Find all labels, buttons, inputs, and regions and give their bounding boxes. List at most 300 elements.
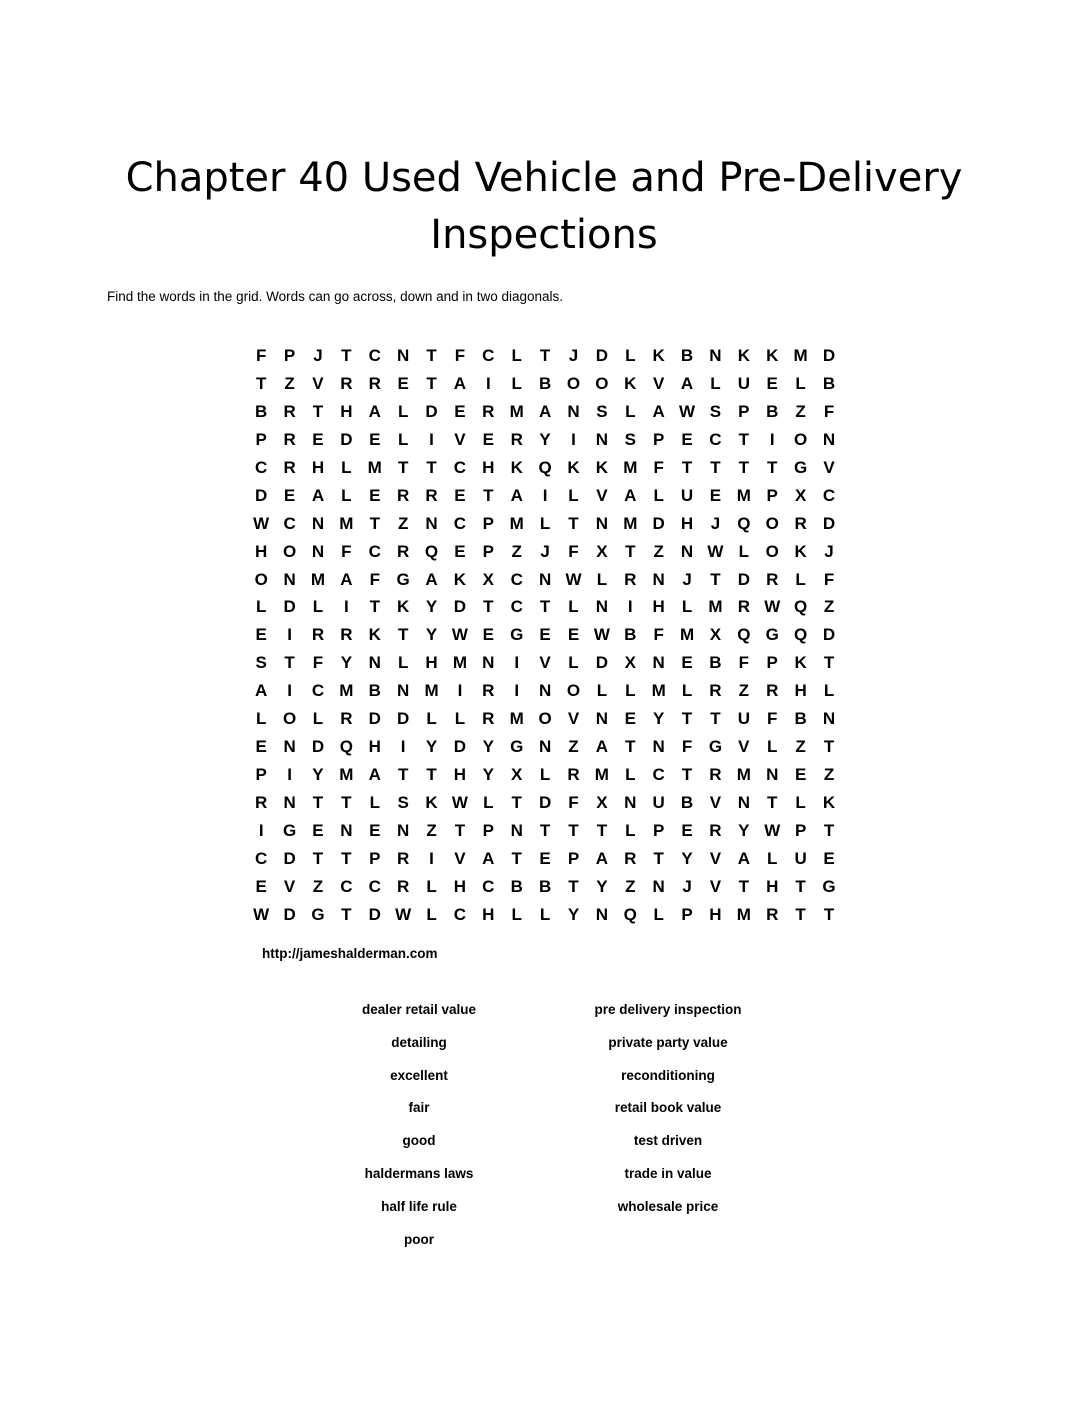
grid-letter: R: [482, 681, 495, 701]
grid-letter: H: [340, 401, 353, 421]
grid-letter: V: [567, 709, 580, 729]
grid-letter: Q: [538, 457, 552, 477]
grid-letter: N: [482, 653, 495, 673]
grid-letter: H: [425, 653, 438, 673]
grid-letter: L: [312, 709, 324, 729]
grid-letter: T: [681, 457, 693, 477]
grid-letter: P: [681, 904, 693, 924]
grid-letter: N: [595, 429, 609, 449]
grid-letter: R: [794, 513, 807, 533]
grid-letter: F: [823, 401, 835, 421]
grid-letter: F: [823, 569, 835, 589]
grid-letter: E: [681, 429, 693, 449]
grid-letter: D: [652, 513, 665, 533]
grid-letter: B: [709, 653, 722, 673]
grid-letter: D: [822, 346, 836, 365]
grid-letter: N: [737, 793, 750, 812]
grid-letter: Z: [795, 737, 806, 757]
grid-letter: D: [737, 569, 750, 589]
grid-letter: K: [368, 625, 381, 645]
grid-letter: V: [454, 429, 466, 449]
grid-letter: L: [795, 793, 806, 812]
grid-letter: L: [738, 541, 750, 561]
grid-letter: T: [284, 653, 295, 673]
grid-letter: C: [510, 597, 523, 617]
grid-letter: T: [426, 765, 437, 785]
grid-letter: C: [368, 541, 381, 561]
grid-letter: R: [709, 820, 722, 840]
grid-letter: P: [567, 848, 580, 868]
grid-letter: M: [452, 653, 468, 673]
word-list-item: reconditioning: [621, 1067, 715, 1083]
grid-letter: Y: [340, 653, 353, 673]
grid-letter: T: [823, 653, 835, 673]
grid-letter: Q: [737, 625, 751, 645]
grid-letter: W: [253, 904, 270, 924]
grid-letter: M: [339, 681, 354, 701]
grid-letter: T: [341, 346, 352, 365]
grid-letter: K: [453, 569, 467, 589]
grid-letter: F: [312, 653, 324, 673]
grid-letter: C: [311, 681, 325, 701]
grid-letter: L: [312, 597, 324, 617]
grid-letter: J: [682, 876, 692, 896]
grid-letter: N: [595, 904, 609, 924]
grid-letter: T: [454, 820, 466, 840]
grid-letter: Y: [567, 904, 580, 924]
grid-letter: M: [367, 457, 382, 477]
word-list-item: fair: [408, 1100, 430, 1116]
grid-letter: L: [511, 904, 522, 924]
grid-letter: L: [369, 793, 380, 812]
grid-letter: R: [482, 401, 495, 421]
grid-letter: A: [368, 401, 381, 421]
grid-letter: A: [311, 485, 325, 505]
word-list-item: private party value: [608, 1034, 728, 1050]
word-list-item: detailing: [391, 1034, 447, 1050]
grid-letter: Z: [823, 597, 835, 617]
grid-letter: L: [454, 709, 466, 729]
grid-letter: R: [340, 709, 353, 729]
grid-letter: V: [709, 793, 722, 812]
grid-letter: E: [369, 485, 381, 505]
grid-letter: H: [368, 737, 381, 757]
grid-letter: F: [653, 457, 664, 477]
grid-letter: X: [794, 485, 807, 505]
grid-letter: I: [429, 848, 434, 868]
grid-letter: R: [397, 485, 410, 505]
grid-letter: M: [509, 513, 524, 533]
grid-letter: M: [509, 401, 524, 421]
grid-letter: O: [538, 709, 552, 729]
grid-letter: J: [710, 513, 721, 533]
grid-letter: I: [258, 820, 264, 840]
grid-letter: S: [624, 429, 636, 449]
grid-letter: K: [425, 793, 438, 812]
grid-letter: U: [794, 848, 807, 868]
word-list-item: retail book value: [614, 1100, 722, 1116]
grid-letter: N: [283, 737, 296, 757]
grid-letter: Z: [397, 513, 409, 533]
grid-letter: W: [565, 569, 582, 589]
grid-letter: D: [283, 904, 296, 924]
grid-letter: N: [538, 569, 552, 589]
grid-letter: A: [368, 765, 381, 785]
grid-letter: C: [368, 346, 381, 365]
grid-letter: T: [823, 820, 835, 840]
grid-letter: C: [652, 765, 665, 785]
grid-letter: L: [426, 876, 437, 896]
grid-letter: L: [397, 429, 409, 449]
grid-letter: A: [453, 373, 467, 393]
grid-letter: T: [511, 848, 522, 868]
grid-letter: C: [822, 485, 836, 505]
grid-letter: T: [539, 820, 551, 840]
grid-letter: A: [510, 485, 523, 505]
grid-letter: D: [311, 737, 325, 757]
grid-letter: D: [283, 597, 296, 617]
grid-letter: L: [483, 793, 494, 812]
grid-letter: F: [341, 541, 352, 561]
grid-letter: R: [510, 429, 523, 449]
grid-letter: P: [283, 346, 296, 365]
grid-letter: L: [426, 904, 437, 924]
grid-letter: H: [453, 765, 467, 785]
grid-letter: A: [595, 848, 609, 868]
grid-letter: E: [794, 765, 807, 785]
grid-letter: K: [737, 346, 750, 365]
grid-letter: G: [822, 876, 836, 896]
grid-letter: Q: [794, 625, 808, 645]
grid-letter: W: [451, 625, 468, 645]
grid-letter: E: [283, 485, 296, 505]
grid-letter: L: [426, 709, 437, 729]
grid-letter: T: [738, 457, 750, 477]
grid-letter: M: [594, 765, 609, 785]
grid-letter: T: [483, 485, 494, 505]
grid-letter: P: [652, 820, 665, 840]
grid-letter: F: [653, 625, 664, 645]
word-list-item: haldermans laws: [364, 1165, 474, 1181]
grid-letter: S: [255, 653, 267, 673]
grid-letter: G: [396, 569, 410, 589]
grid-letter: I: [344, 597, 349, 617]
grid-letter: E: [454, 485, 466, 505]
grid-letter: F: [681, 737, 693, 757]
grid-letter: L: [653, 904, 664, 924]
grid-letter: K: [595, 457, 609, 477]
grid-letter: P: [255, 765, 267, 785]
grid-letter: F: [256, 346, 267, 365]
grid-letter: C: [453, 513, 467, 533]
grid-letter: B: [538, 876, 552, 896]
grid-letter: N: [822, 709, 836, 729]
grid-letter: W: [593, 625, 610, 645]
grid-letter: B: [255, 401, 268, 421]
word-list-item: pre delivery inspection: [594, 1002, 742, 1017]
grid-letter: E: [255, 625, 267, 645]
grid-letter: Y: [738, 820, 750, 840]
grid-letter: P: [766, 653, 778, 673]
grid-letter: Z: [568, 737, 579, 757]
grid-letter: T: [738, 429, 750, 449]
grid-letter: M: [736, 765, 751, 785]
grid-letter: F: [568, 793, 579, 812]
grid-letter: L: [767, 848, 778, 868]
grid-letter: J: [824, 541, 834, 561]
grid-letter: T: [483, 597, 494, 617]
grid-letter: D: [453, 737, 467, 757]
grid-letter: D: [595, 346, 609, 365]
grid-letter: R: [737, 597, 750, 617]
grid-letter: H: [482, 457, 495, 477]
grid-letter: R: [283, 401, 296, 421]
grid-letter: R: [255, 793, 268, 812]
grid-letter: M: [623, 513, 638, 533]
grid-letter: R: [482, 709, 495, 729]
grid-letter: A: [595, 737, 609, 757]
grid-letter: R: [283, 429, 296, 449]
grid-letter: R: [283, 457, 296, 477]
grid-letter: I: [287, 681, 292, 701]
grid-letter: F: [369, 569, 380, 589]
grid-letter: J: [568, 346, 579, 365]
grid-letter: T: [341, 904, 352, 924]
grid-letter: Y: [652, 709, 665, 729]
grid-letter: T: [369, 597, 380, 617]
grid-letter: K: [624, 373, 637, 393]
grid-letter: R: [709, 765, 722, 785]
grid-letter: R: [397, 541, 410, 561]
grid-letter: W: [253, 513, 270, 533]
grid-letter: X: [624, 653, 636, 673]
grid-letter: Y: [482, 765, 494, 785]
grid-letter: O: [765, 513, 779, 533]
grid-letter: J: [682, 569, 692, 589]
grid-letter: T: [653, 848, 664, 868]
grid-letter: H: [680, 513, 694, 533]
grid-letter: I: [287, 625, 292, 645]
grid-letter: L: [511, 373, 522, 393]
grid-letter: L: [568, 653, 579, 673]
grid-letter: A: [340, 569, 353, 589]
grid-letter: N: [397, 820, 410, 840]
grid-letter: D: [538, 793, 552, 812]
grid-letter: T: [823, 904, 835, 924]
grid-letter: T: [625, 541, 636, 561]
grid-letter: E: [255, 737, 267, 757]
grid-letter: L: [653, 485, 664, 505]
grid-letter: Z: [511, 541, 522, 561]
grid-letter: Y: [425, 625, 438, 645]
grid-letter: W: [764, 597, 781, 617]
word-list-item: dealer retail value: [361, 1002, 477, 1017]
grid-letter: L: [795, 569, 806, 589]
grid-letter: D: [425, 401, 438, 421]
grid-letter: V: [709, 876, 722, 896]
grid-letter: L: [767, 737, 778, 757]
grid-letter: L: [681, 597, 693, 617]
grid-letter: O: [765, 541, 779, 561]
grid-letter: E: [709, 485, 722, 505]
grid-letter: B: [766, 401, 779, 421]
grid-letter: E: [397, 373, 409, 393]
grid-letter: I: [429, 429, 434, 449]
grid-letter: D: [255, 485, 268, 505]
grid-letter: T: [795, 876, 806, 896]
grid-letter: H: [453, 876, 467, 896]
grid-letter: G: [765, 625, 779, 645]
grid-letter: K: [822, 793, 836, 812]
grid-letter: K: [567, 457, 580, 477]
grid-letter: T: [823, 737, 835, 757]
page-title-line-2: Inspections: [430, 212, 658, 258]
grid-letter: M: [509, 709, 524, 729]
grid-letter: R: [709, 681, 722, 701]
grid-letter: C: [453, 457, 467, 477]
grid-letter: E: [312, 820, 324, 840]
grid-letter: N: [283, 569, 296, 589]
grid-letter: M: [793, 346, 808, 365]
grid-letter: T: [539, 346, 551, 365]
word-list-item: wholesale price: [617, 1198, 719, 1214]
grid-letter: Y: [482, 737, 494, 757]
grid-letter: I: [400, 737, 406, 757]
grid-letter: X: [596, 541, 608, 561]
grid-letter: M: [623, 457, 638, 477]
grid-letter: D: [822, 513, 836, 533]
grid-letter: T: [312, 401, 324, 421]
grid-letter: Y: [596, 876, 608, 896]
grid-letter: J: [540, 541, 550, 561]
grid-letter: F: [738, 653, 750, 673]
grid-letter: L: [511, 346, 522, 365]
grid-letter: L: [256, 709, 267, 729]
grid-letter: E: [539, 848, 551, 868]
grid-letter: L: [256, 597, 267, 617]
grid-letter: P: [766, 485, 778, 505]
grid-letter: T: [795, 904, 806, 924]
grid-letter: G: [510, 625, 524, 645]
grid-letter: W: [395, 904, 412, 924]
grid-letter: Z: [653, 541, 664, 561]
grid-letter: R: [368, 373, 381, 393]
grid-letter: I: [571, 429, 576, 449]
grid-letter: T: [625, 737, 636, 757]
grid-letter: M: [310, 569, 326, 589]
grid-letter: V: [738, 737, 750, 757]
grid-letter: H: [255, 541, 268, 561]
grid-letter: O: [566, 373, 581, 393]
grid-letter: X: [596, 793, 608, 812]
grid-letter: N: [652, 876, 665, 896]
grid-letter: N: [595, 597, 609, 617]
grid-letter: Q: [424, 541, 439, 561]
grid-letter: C: [255, 457, 268, 477]
grid-letter: A: [255, 681, 268, 701]
grid-letter: T: [710, 569, 721, 589]
grid-letter: M: [736, 485, 751, 505]
grid-letter: G: [311, 904, 325, 924]
grid-letter: L: [341, 485, 352, 505]
grid-letter: K: [510, 457, 523, 477]
grid-letter: C: [510, 569, 523, 589]
grid-letter: B: [538, 373, 552, 393]
grid-letter: J: [313, 346, 323, 365]
grid-letter: W: [679, 401, 696, 421]
grid-letter: G: [282, 820, 297, 840]
grid-letter: I: [287, 765, 292, 785]
grid-letter: N: [538, 681, 552, 701]
grid-letter: D: [595, 653, 609, 673]
grid-letter: R: [624, 569, 637, 589]
grid-letter: E: [766, 373, 778, 393]
grid-letter: Y: [425, 597, 438, 617]
source-url: http://jameshalderman.com: [262, 946, 438, 961]
grid-letter: U: [737, 373, 750, 393]
grid-letter: N: [567, 401, 580, 421]
grid-letter: O: [566, 681, 581, 701]
grid-letter: A: [652, 401, 665, 421]
grid-letter: X: [709, 625, 722, 645]
grid-letter: H: [794, 681, 807, 701]
grid-letter: L: [539, 513, 551, 533]
grid-letter: L: [341, 457, 352, 477]
grid-letter: I: [457, 681, 463, 701]
grid-letter: D: [822, 625, 836, 645]
grid-letter: C: [368, 876, 381, 896]
grid-letter: H: [709, 904, 722, 924]
grid-letter: M: [651, 681, 666, 701]
grid-letter: X: [482, 569, 494, 589]
grid-letter: T: [397, 625, 409, 645]
grid-letter: W: [764, 820, 781, 840]
grid-letter: I: [627, 597, 633, 617]
grid-letter: C: [482, 346, 495, 365]
grid-letter: C: [340, 876, 353, 896]
grid-letter: T: [312, 848, 324, 868]
grid-letter: S: [397, 793, 409, 812]
grid-letter: E: [482, 429, 494, 449]
page-title-line-1: Chapter 40 Used Vehicle and Pre-Delivery: [125, 155, 963, 201]
grid-letter: F: [767, 709, 778, 729]
grid-letter: T: [681, 709, 693, 729]
grid-letter: M: [424, 681, 439, 701]
grid-letter: O: [282, 541, 297, 561]
grid-letter: I: [514, 681, 520, 701]
grid-letter: O: [282, 709, 297, 729]
grid-letter: U: [680, 485, 694, 505]
word-list-item: poor: [404, 1231, 434, 1247]
grid-letter: E: [454, 401, 466, 421]
grid-letter: N: [340, 820, 353, 840]
grid-letter: Z: [738, 681, 750, 701]
grid-letter: V: [312, 373, 324, 393]
grid-letter: M: [339, 513, 354, 533]
grid-letter: N: [397, 681, 410, 701]
grid-letter: L: [596, 681, 608, 701]
grid-letter: T: [341, 793, 352, 812]
grid-letter: W: [707, 541, 724, 561]
grid-letter: L: [795, 373, 806, 393]
grid-letter: E: [624, 709, 636, 729]
grid-letter: N: [680, 541, 694, 561]
grid-letter: C: [709, 429, 722, 449]
grid-letter: H: [482, 904, 495, 924]
grid-letter: F: [568, 541, 579, 561]
grid-letter: Q: [794, 597, 808, 617]
grid-letter: Y: [312, 765, 324, 785]
